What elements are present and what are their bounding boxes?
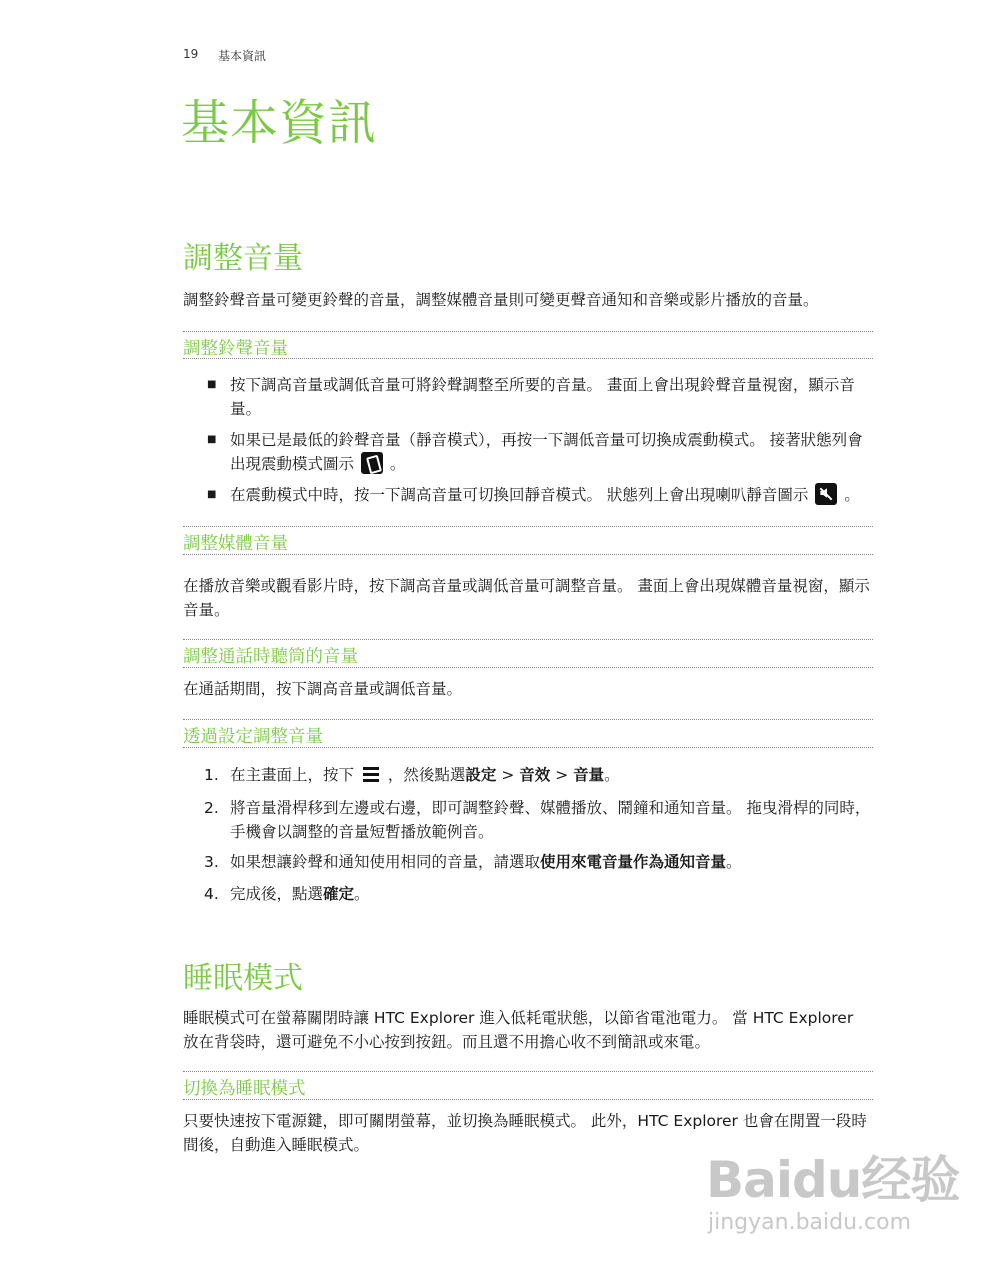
- divider: [183, 1099, 873, 1100]
- ok-label: 確定: [323, 885, 355, 903]
- list-item: 將音量滑桿移到左邊或右邊，即可調整鈴聲、媒體播放、鬧鐘和通知音量。 拖曳滑桿的同時，手機會以調整的音量短暫播放範例音。: [230, 799, 871, 841]
- list-item-text: 。: [604, 766, 620, 784]
- list-item-text: 。: [354, 885, 370, 903]
- watermark-url: jingyan.baidu.com: [708, 1210, 912, 1235]
- menu-icon: [361, 765, 381, 783]
- page-number: 19: [183, 47, 199, 61]
- path-separator: >: [550, 766, 574, 784]
- option-label: 使用來電音量作為通知音量: [540, 853, 727, 871]
- divider: [183, 1071, 873, 1072]
- step-number: 3.: [204, 853, 219, 871]
- divider: [183, 667, 873, 668]
- list-item: [230, 428, 875, 476]
- subsection-title-earpiece: 調整通話時聽筒的音量: [183, 647, 358, 667]
- paragraph: 在播放音樂或觀看影片時，按下調高音量或調低音量可調整音量。 畫面上會出現媒體音量視窗，顯示音量。: [183, 577, 870, 619]
- divider: [183, 719, 873, 720]
- list-item-text: 。: [389, 455, 406, 473]
- section-intro-volume: 調整鈴聲音量可變更鈴聲的音量，調整媒體音量則可變更聲音通知和音樂或影片播放的音量。: [183, 291, 819, 309]
- list-item: 按下調高音量或調低音量可將鈴聲調整至所要的音量。 畫面上會出現鈴聲音量視窗，顯示音量。: [230, 376, 855, 418]
- list-item: [230, 882, 875, 906]
- subsection-title-switch-sleep: 切換為睡眠模式: [183, 1079, 306, 1099]
- divider: [183, 639, 873, 640]
- speaker-mute-icon: [815, 483, 837, 505]
- bullet-marker: ■: [207, 379, 217, 390]
- list-item: [230, 763, 875, 787]
- divider: [183, 526, 873, 527]
- divider: [183, 747, 873, 748]
- section-intro-sleep: 睡眠模式可在螢幕關閉時讓 HTC Explorer 進入低耗電狀態，以節省電池電力。 當 HTC Explorer 放在背袋時，還可避免不小心按到按鈕。而且還不用擔心收不到簡訊或來電。: [183, 1009, 854, 1051]
- section-title-volume: 調整音量: [183, 241, 303, 276]
- list-item-text: 。: [844, 486, 860, 504]
- vibrate-mode-icon: [361, 452, 383, 474]
- section-title-sleep: 睡眠模式: [183, 961, 303, 996]
- step-number: 1.: [204, 766, 219, 784]
- running-header: 基本資訊: [218, 49, 267, 63]
- subsection-title-media: 調整媒體音量: [183, 534, 288, 554]
- sound-label: 音效: [519, 766, 551, 784]
- list-item: [230, 483, 890, 507]
- step-number: 2.: [204, 799, 219, 817]
- divider: [183, 358, 873, 359]
- bullet-marker: ■: [207, 489, 217, 500]
- divider: [183, 331, 873, 332]
- path-separator: >: [496, 766, 520, 784]
- paragraph: 在通話期間，按下調高音量或調低音量。: [183, 680, 463, 698]
- list-item-text: 完成後，點選: [230, 885, 324, 903]
- settings-label: 設定: [465, 766, 497, 784]
- list-item: [230, 850, 875, 874]
- list-item-text: 在主畫面上，按下: [230, 766, 355, 784]
- paragraph: 只要快速按下電源鍵，即可關閉螢幕，並切換為睡眠模式。 此外，HTC Explorer 也會在閒置一段時間後，自動進入睡眠模式。: [183, 1112, 867, 1154]
- watermark-logo: Baidu经验: [706, 1151, 960, 1209]
- list-item-text: 在震動模式中時，按一下調高音量可切換回靜音模式。 狀態列上會出現喇叭靜音圖示: [230, 486, 809, 504]
- step-number: 4.: [204, 885, 219, 903]
- chapter-title: 基本資訊: [181, 95, 378, 151]
- subsection-title-settings: 透過設定調整音量: [183, 727, 323, 747]
- list-item-text: ，然後點選: [387, 766, 466, 784]
- list-item-text: 如果已是最低的鈴聲音量（靜音模式），再按一下調低音量可切換成震動模式。 接著狀態列會出現震動模式圖示: [230, 431, 863, 473]
- list-item-text: 。: [726, 853, 742, 871]
- subsection-title-ringer: 調整鈴聲音量: [183, 339, 288, 359]
- bullet-marker: ■: [207, 434, 217, 445]
- list-item-text: 如果想讓鈴聲和通知使用相同的音量，請選取: [230, 853, 541, 871]
- volume-label: 音量: [573, 766, 605, 784]
- divider: [183, 554, 873, 555]
